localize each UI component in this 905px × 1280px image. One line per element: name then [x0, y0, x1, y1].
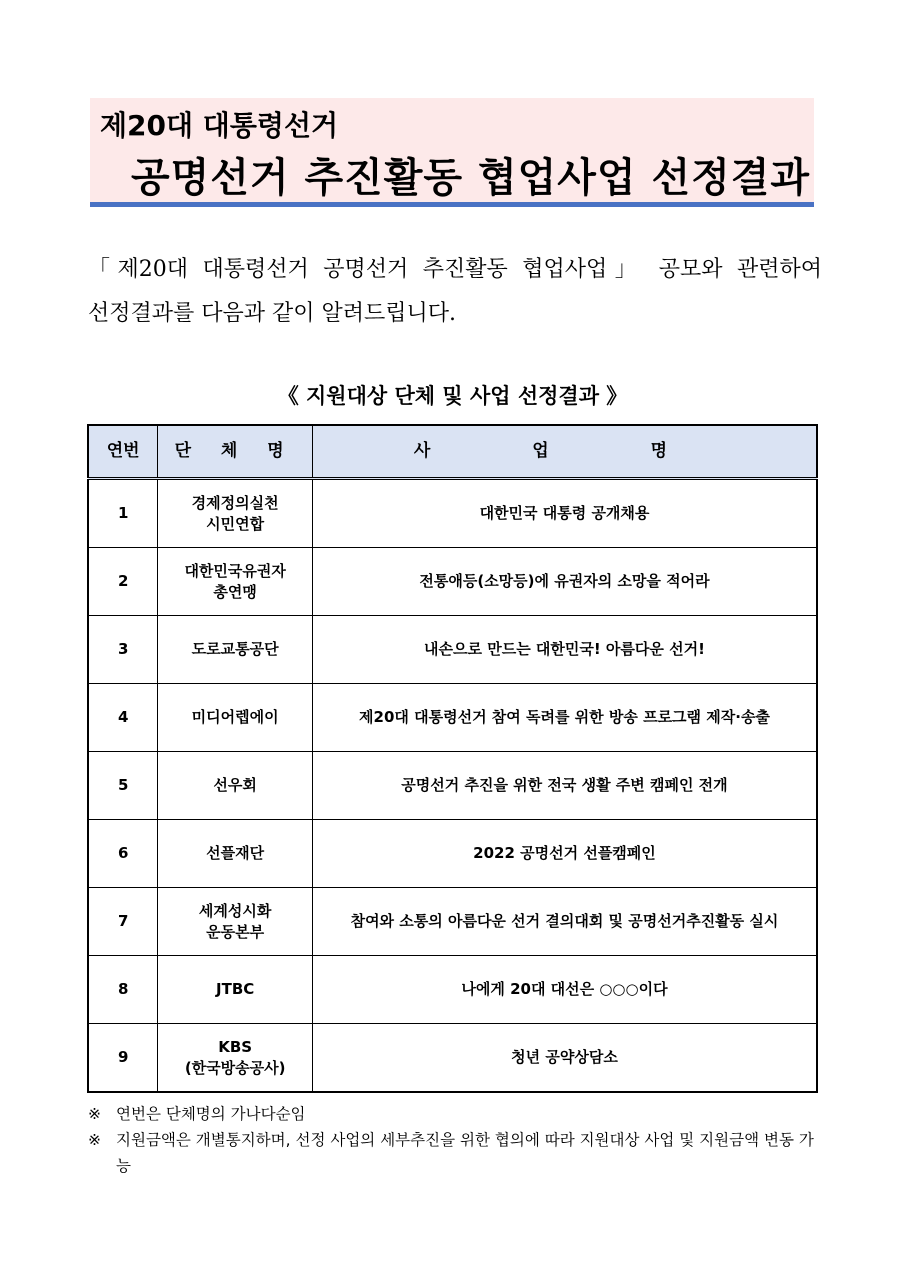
table-row: [88, 1024, 817, 1093]
organization-name: [158, 1024, 313, 1093]
footnote: [88, 1127, 828, 1179]
table-row: [88, 820, 817, 888]
organization-name-line: 경제정의실천: [191, 493, 279, 512]
organization-name-line: 시민연합: [206, 514, 265, 533]
document-subtitle: 제20대 대통령선거: [100, 109, 339, 142]
organization-name: [158, 820, 313, 888]
header-organization: 단 체 명: [158, 425, 313, 479]
table-row: [88, 479, 817, 548]
project-name: 청년 공약상담소: [312, 1024, 817, 1093]
table-body: [88, 479, 817, 1093]
row-number: 1: [88, 479, 158, 548]
header-project: 사 업 명: [312, 425, 817, 479]
reference-mark: ※: [88, 1105, 101, 1123]
project-name: 공명선거 추진을 위한 전국 생활 주변 캠페인 전개: [312, 752, 817, 820]
project-name: 대한민국 대통령 공개채용: [312, 479, 817, 548]
row-number: 8: [88, 956, 158, 1024]
footnote: [88, 1101, 828, 1127]
organization-name-line: KBS: [218, 1037, 253, 1056]
section-title: 《 지원대상 단체 및 사업 선정결과 》: [277, 384, 628, 408]
row-number: 9: [88, 1024, 158, 1093]
organization-name-line: 총연맹: [213, 582, 257, 601]
intro-line-2: 선정결과를 다음과 같이 알려드립니다.: [88, 301, 457, 326]
organization-name: [158, 684, 313, 752]
footnote-text: 연번은 단체명의 가나다순임: [116, 1105, 306, 1123]
table-row: [88, 888, 817, 956]
header-number: 연번: [88, 425, 158, 479]
table-row: [88, 548, 817, 616]
table-row: [88, 616, 817, 684]
organization-name-line: 선플재단: [206, 844, 265, 862]
table-row: [88, 752, 817, 820]
organization-name-line: 도로교통공단: [191, 640, 279, 658]
project-name: 2022 공명선거 선플캠페인: [312, 820, 817, 888]
project-name: 참여와 소통의 아름다운 선거 결의대회 및 공명선거추진활동 실시: [312, 888, 817, 956]
organization-name-line: 대한민국유권자: [184, 561, 286, 580]
footnote-text: 지원금액은 개별통지하며, 선정 사업의 세부추진을 위한 협의에 따라 지원대상 사업 및 지원금액 변동 가능: [116, 1131, 814, 1175]
organization-name: [158, 548, 313, 616]
row-number: 7: [88, 888, 158, 956]
row-number: 6: [88, 820, 158, 888]
document-title: 공명선거 추진활동 협업사업 선정결과: [130, 155, 811, 201]
organization-name-line: JTBC: [216, 980, 255, 998]
organization-name: [158, 752, 313, 820]
organization-name-line: 선우회: [213, 776, 257, 794]
organization-name-line: 미디어렙에이: [191, 708, 279, 726]
table-row: [88, 684, 817, 752]
row-number: 2: [88, 548, 158, 616]
reference-mark: ※: [88, 1131, 101, 1149]
intro-line-1: 「제20대 대통령선거 공명선거 추진활동 협업사업」 공모와 관련하여: [88, 257, 822, 282]
project-name: 제20대 대통령선거 참여 독려를 위한 방송 프로그램 제작·송출: [312, 684, 817, 752]
project-name: 내손으로 만드는 대한민국! 아름다운 선거!: [312, 616, 817, 684]
intro-paragraph: [88, 248, 822, 336]
row-number: 5: [88, 752, 158, 820]
project-name: 전통애등(소망등)에 유권자의 소망을 적어라: [312, 548, 817, 616]
organization-name: [158, 479, 313, 548]
table-header-row: [88, 425, 817, 479]
organization-name: [158, 616, 313, 684]
organization-name-line: (한국방송공사): [184, 1058, 286, 1077]
organization-name-line: 운동본부: [206, 922, 265, 941]
organization-name-line: 세계성시화: [198, 901, 272, 920]
footnotes: [88, 1101, 828, 1179]
row-number: 3: [88, 616, 158, 684]
selection-results-table: [87, 424, 818, 1093]
table-row: [88, 956, 817, 1024]
project-name: 나에게 20대 대선은 ○○○이다: [312, 956, 817, 1024]
row-number: 4: [88, 684, 158, 752]
organization-name: [158, 956, 313, 1024]
organization-name: [158, 888, 313, 956]
